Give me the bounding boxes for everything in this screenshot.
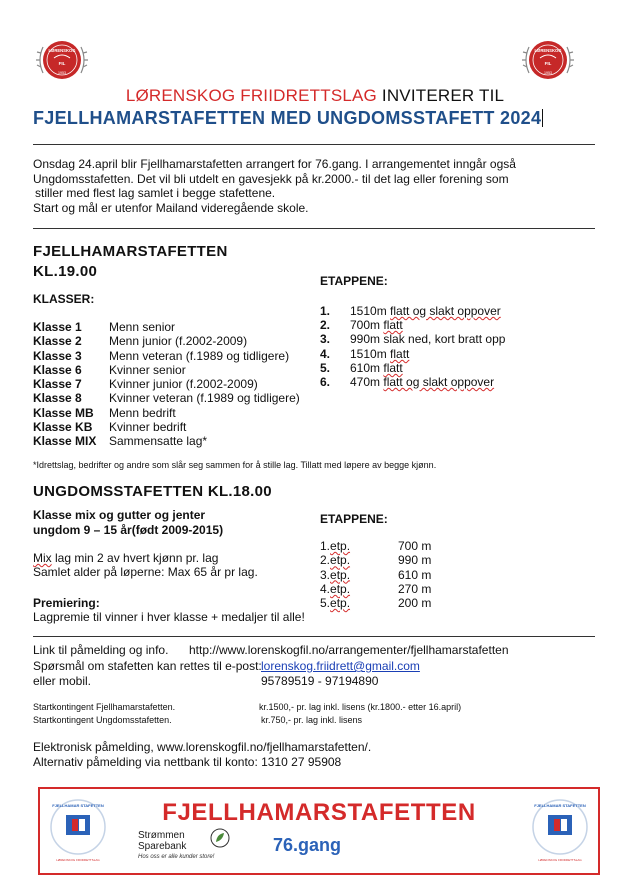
youth-stage-distance: 270 m [398, 581, 432, 596]
youth-stage-distance: 700 m [398, 539, 432, 553]
class-desc: Menn junior (f.2002-2009) [109, 334, 248, 349]
text-cursor [542, 109, 543, 127]
class-row [33, 391, 323, 405]
prize-section [33, 596, 305, 624]
class-row [33, 420, 323, 434]
stage-text [350, 361, 403, 375]
mobile-label: eller mobil. [33, 674, 92, 688]
youth-stage-row [320, 596, 520, 610]
mobile-numbers: 95789519 - 97194890 [261, 674, 379, 688]
youth-class-line: ungdom 9 – 15 år(født 2009-2015) [33, 523, 224, 537]
youth-stage-number: 5. [320, 596, 331, 611]
electronic-signup: Elektronisk påmelding, www.lorenskogfil.no/fjellhamarstafetten/. [33, 740, 372, 754]
intro-line: Ungdomsstafetten. Det vil bli utdelt en gavesjekk på kr.2000.- til det lag eller forening som [33, 171, 509, 186]
stage-terrain: flatt [390, 347, 410, 361]
class-row [33, 377, 323, 391]
club-name: LØRENSKOG FRIIDRETTSLAG [125, 86, 377, 105]
youth-stage-row [320, 553, 520, 567]
prize-label: Premiering: [33, 596, 100, 610]
class-desc: Kvinner junior (f.2002-2009) [109, 377, 258, 392]
svg-text:1953: 1953 [544, 71, 552, 75]
youth-stage-abbr: etp. [330, 596, 351, 611]
club-logo-right [521, 33, 575, 87]
prize-text: Lagpremie til vinner i hver klasse + medaljer til alle! [33, 610, 305, 625]
classes-label: KLASSER: [33, 292, 95, 306]
stage-distance: 1510m [350, 347, 391, 361]
mix-rest: lag min 2 av hvert kjønn pr. lag [51, 551, 219, 565]
stage-distance: 610m [350, 361, 384, 375]
main-race-time: KL.19.00 [33, 263, 98, 280]
class-name: Klasse 7 [33, 377, 82, 392]
banner-title: FJELLHAMARSTAFETTEN [162, 799, 476, 826]
stage-distance: 470m [350, 375, 384, 389]
svg-text:LØRENSKOG: LØRENSKOG [534, 48, 562, 53]
signup-url[interactable]: http://www.lorenskogfil.no/arrangementer/fjellhamarstafetten [189, 643, 509, 657]
stage-row [320, 375, 494, 389]
invitation-line [0, 86, 630, 106]
youth-race-title: UNGDOMSSTAFETTEN KL.18.00 [33, 483, 272, 500]
mix-word: Mix [33, 551, 52, 565]
class-row [33, 406, 323, 420]
class-footnote: *Idrettslag, bedrifter og andre som slår seg sammen for å stille lag. Tillatt med løpere av begge kjønn. [33, 460, 437, 470]
fee-value: kr.750,- pr. lag inkl. lisens [261, 715, 363, 725]
banner-badge-right [528, 795, 592, 867]
stage-number: 6. [320, 375, 331, 389]
youth-stages-list [320, 539, 520, 610]
stage-text [350, 347, 409, 361]
leaf-icon [210, 828, 230, 853]
svg-text:LØRENSKOG FRIIDRETTSLAG: LØRENSKOG FRIIDRETTSLAG [56, 858, 100, 862]
intro-paragraph [33, 157, 573, 215]
email-label: Spørsmål om stafetten kan rettes til e-post: [33, 659, 262, 673]
intro-line: Start og mål er utenfor Mailand videregående skole. [33, 200, 309, 215]
class-desc: Menn veteran (f.1989 og tidligere) [109, 348, 290, 363]
stage-number: 2. [320, 318, 331, 332]
class-row [33, 349, 323, 363]
class-desc: Menn senior [109, 320, 176, 334]
class-name: Klasse 3 [33, 348, 82, 363]
fee-label: Startkontingent Fjellhamarstafetten. [33, 702, 176, 712]
class-row [33, 334, 323, 348]
alternative-signup: Alternativ påmelding via nettbank til konto: 1310 27 95908 [33, 755, 342, 769]
youth-stage-distance: 610 m [398, 567, 432, 582]
stage-distance: 990m slak ned, kort bratt opp [350, 332, 506, 346]
youth-rules [33, 551, 258, 579]
svg-text:LØRENSKOG FRIIDRETTSLAG: LØRENSKOG FRIIDRETTSLAG [538, 858, 582, 862]
youth-stage-abbr: etp. [330, 553, 351, 568]
youth-stage-row [320, 582, 520, 596]
classes-list [33, 320, 323, 449]
fee-value: kr.1500,- pr. lag inkl. lisens (kr.1800.- etter 16.april) [259, 702, 462, 712]
youth-stage-distance: 990 m [398, 553, 432, 568]
class-desc: Kvinner senior [109, 362, 186, 377]
sponsor-slogan: Hos oss er alle kunder store! [138, 854, 215, 860]
stage-distance: 1510m [350, 304, 391, 318]
youth-stage-number: 1. [320, 539, 331, 553]
event-title-text: FJELLHAMARSTAFETTEN MED UNGDOMSSTAFETT 2024 [33, 108, 542, 128]
stage-terrain: flatt og slakt oppover [390, 304, 501, 318]
svg-text:FJELLHAMAR STAFETTEN: FJELLHAMAR STAFETTEN [534, 803, 586, 808]
stage-number: 5. [320, 361, 331, 375]
class-name: Klasse KB [33, 420, 93, 435]
stage-terrain: flatt [383, 318, 403, 332]
class-row [33, 363, 323, 377]
banner-subtitle: 76.gang [273, 835, 342, 855]
class-name: Klasse 8 [33, 391, 82, 406]
class-row [33, 320, 323, 334]
stage-distance: 700m [350, 318, 384, 332]
stage-row [320, 304, 501, 318]
youth-stage-abbr: etp. [330, 539, 351, 553]
class-name: Klasse 2 [33, 334, 82, 349]
youth-stage-abbr: etp. [330, 567, 351, 582]
intro-line: stiller med flest lag samlet i begge stafettene. [35, 186, 276, 200]
invites-text: INVITERER TIL [376, 86, 505, 105]
youth-stage-distance: 200 m [398, 596, 432, 611]
stage-text [350, 375, 494, 389]
signup-label: Link til påmelding og info. [33, 643, 169, 657]
youth-stage-number: 3. [320, 567, 331, 582]
stage-row [320, 361, 403, 375]
class-desc: Sammensatte lag* [109, 434, 208, 449]
stage-terrain: flatt [383, 361, 403, 375]
stage-row [320, 347, 409, 361]
stage-text [350, 304, 501, 318]
youth-stage-row [320, 568, 520, 582]
youth-class-desc [33, 508, 223, 538]
youth-stage-row [320, 539, 520, 553]
event-title [33, 108, 543, 129]
class-desc: Menn bedrift [109, 405, 176, 420]
divider [33, 228, 595, 229]
class-name: Klasse MIX [33, 434, 97, 449]
stage-number: 4. [320, 347, 331, 361]
svg-text:FIL: FIL [58, 61, 66, 66]
youth-stage-label [320, 539, 398, 553]
stage-terrain: flatt og slakt oppover [383, 375, 495, 389]
youth-stage-label [320, 582, 398, 596]
divider [33, 144, 595, 145]
email-link[interactable]: lorenskog.friidrett@gmail.com [261, 659, 420, 673]
main-race-title: FJELLHAMARSTAFETTEN [33, 243, 228, 260]
main-stages-label: ETAPPENE: [320, 274, 388, 288]
class-desc: Kvinner bedrift [109, 420, 187, 435]
stage-text [350, 332, 505, 346]
age-rule: Samlet alder på løperne: Max 65 år pr lag. [33, 565, 258, 580]
youth-stage-label [320, 568, 398, 582]
youth-stage-label [320, 596, 398, 610]
mix-rule [33, 551, 258, 565]
club-logo-left [35, 33, 89, 87]
stage-number: 1. [320, 304, 331, 318]
fee-label: Startkontingent Ungdomsstafetten. [33, 715, 172, 725]
svg-text:1953: 1953 [58, 71, 66, 75]
sponsor-line: Strømmen [138, 830, 185, 841]
youth-stage-label [320, 553, 398, 567]
youth-stage-abbr: etp. [330, 581, 351, 596]
intro-line: Onsdag 24.april blir Fjellhamarstafetten arrangert for 76.gang. I arrangementet inngår også [33, 157, 516, 171]
stage-number: 3. [320, 332, 331, 346]
divider [33, 636, 595, 637]
sponsor-banner [38, 787, 600, 875]
stage-row [320, 332, 505, 346]
sponsor-logo [138, 830, 214, 863]
class-name: Klasse 6 [33, 362, 82, 377]
stage-row [320, 318, 403, 332]
svg-text:FJELLHAMAR STAFETTEN: FJELLHAMAR STAFETTEN [52, 803, 104, 808]
youth-stage-number: 2. [320, 553, 331, 568]
sponsor-line: Sparebank [138, 841, 187, 852]
youth-class-line: Klasse mix og gutter og jenter [33, 508, 206, 522]
youth-stages-label: ETAPPENE: [320, 512, 388, 526]
class-name: Klasse MB [33, 405, 94, 420]
class-desc: Kvinner veteran (f.1989 og tidligere) [109, 391, 300, 406]
svg-text:FIL: FIL [544, 61, 552, 66]
youth-stage-number: 4. [320, 581, 331, 596]
class-row [33, 434, 323, 448]
class-name: Klasse 1 [33, 320, 82, 334]
stage-text [350, 318, 403, 332]
svg-text:LØRENSKOG: LØRENSKOG [48, 48, 76, 53]
